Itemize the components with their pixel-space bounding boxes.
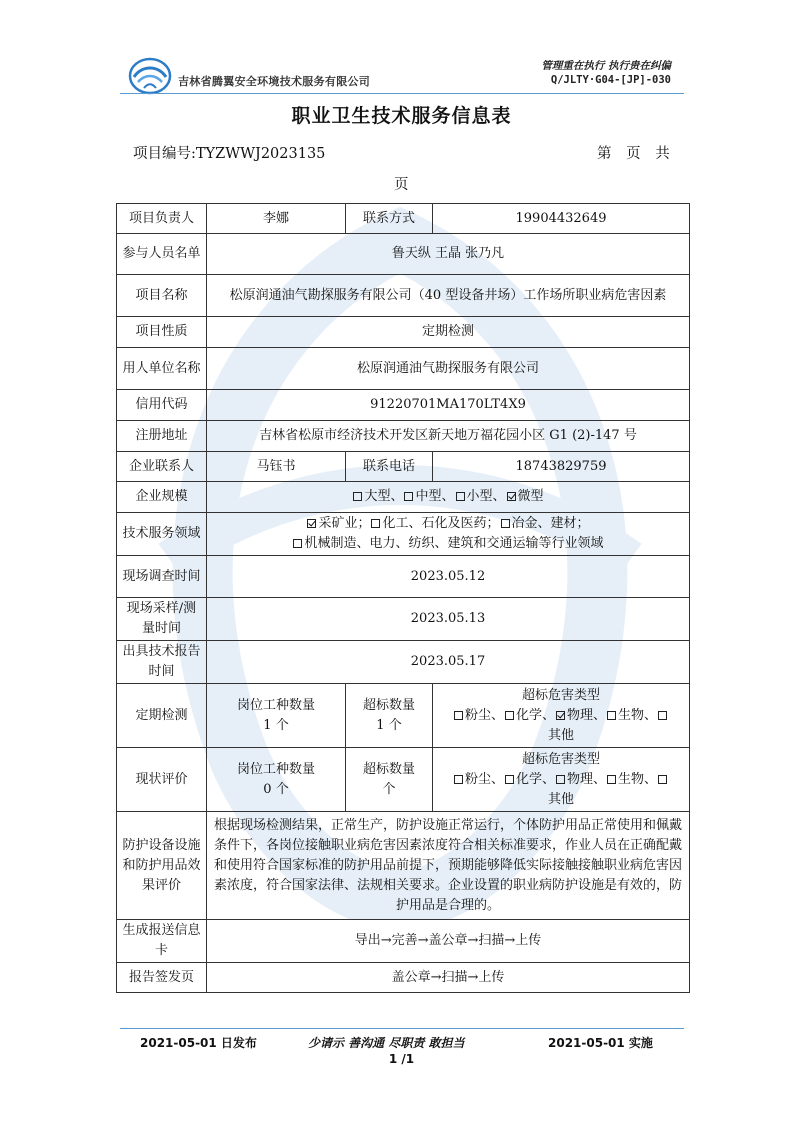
table-row	[117, 556, 690, 598]
hazard-other-label: 其他	[547, 791, 574, 807]
signoff-page-label: 报告签发页	[117, 963, 207, 993]
table-row	[117, 452, 690, 482]
hazard-other-checkbox	[658, 775, 667, 784]
over-count-value: 个	[382, 781, 396, 797]
table-row	[117, 317, 690, 348]
project-nature-label: 项目性质	[117, 317, 207, 348]
table-row	[117, 204, 690, 234]
periodic-test-label: 定期检测	[117, 684, 207, 748]
header-divider	[120, 93, 684, 94]
scale-micro-label: 微型	[517, 489, 544, 504]
hazard-biological-label: 生物、	[618, 771, 658, 787]
scale-micro-checkbox	[507, 492, 516, 501]
page-number: 1 /1	[388, 1052, 415, 1066]
project-name-label: 项目名称	[117, 275, 207, 317]
over-count-label: 超标数量	[362, 761, 415, 777]
over-count-label: 超标数量	[362, 697, 415, 713]
project-number: 项目编号:TYZWWJ2023135	[133, 146, 326, 162]
scale-medium-label: 中型、	[415, 489, 455, 504]
report-time-value: 2023.05.17	[207, 641, 690, 684]
table-row	[117, 684, 690, 748]
scale-small-label: 小型、	[466, 489, 506, 504]
field-metallurgy-checkbox	[501, 519, 510, 528]
hazard-chemical-label: 化学、	[515, 771, 555, 787]
report-time-label: 出具技术报告时间	[117, 641, 207, 684]
contact-value: 19904432649	[433, 204, 690, 234]
status-eval-label: 现状评价	[117, 748, 207, 812]
hazard-physical-label: 物理、	[567, 707, 607, 723]
table-row	[117, 920, 690, 963]
company-name: 吉林省腾翼安全环境技术服务有限公司	[178, 75, 371, 88]
field-machinery-checkbox	[293, 539, 302, 548]
hazard-dust-checkbox	[454, 711, 463, 720]
info-table	[116, 203, 690, 993]
page-header	[0, 0, 803, 100]
field-chemical-label: 化工、石化及医药；	[382, 516, 500, 531]
address-value: 吉林省松原市经济技术开发区新天地万福花园小区 G1 (2)-147 号	[207, 421, 690, 452]
field-metallurgy-label: 冶金、建材；	[511, 516, 590, 531]
protection-eval-value: 根据现场检测结果，正常生产，防护设施正常运行，个体防护用品正常使用和佩戴条件下，各岗位接触职业病危害因素浓度符合相关标准要求，作业人员在正确配戴和使用符合国家标准的防护用品前提下，预期能够降低实际接触接触职业病危害因素浓度，符合国家法律、法规相关要求。企业设置的职业病防护设施是有效的，防护用品是合理的。	[207, 812, 690, 920]
table-row	[117, 421, 690, 452]
document-code: Q/JLTY·G04-[JP]-030	[550, 74, 671, 86]
survey-time-value: 2023.05.12	[207, 556, 690, 598]
page-count-label: 第 页 共	[597, 146, 670, 162]
project-leader-label: 项目负责人	[117, 204, 207, 234]
field-mining-label: 采矿业；	[318, 516, 371, 531]
scale-large-label: 大型、	[364, 489, 404, 504]
company-scale-label: 企业规模	[117, 482, 207, 513]
company-contact-label: 企业联系人	[117, 452, 207, 482]
table-row	[117, 748, 690, 812]
hazard-chemical-label: 化学、	[515, 707, 555, 723]
post-count-label: 岗位工种数量	[236, 697, 315, 713]
hazard-dust-checkbox	[454, 775, 463, 784]
scale-small-checkbox	[456, 492, 465, 501]
hazard-biological-checkbox	[607, 711, 616, 720]
field-chemical-checkbox	[371, 519, 380, 528]
issue-date: 2021-05-01 日发布	[140, 1036, 257, 1050]
hazard-title: 超标危害类型	[521, 687, 600, 703]
phone-label: 联系电话	[346, 452, 433, 482]
survey-time-label: 现场调查时间	[117, 556, 207, 598]
hazard-physical-checkbox	[556, 711, 565, 720]
sampling-time-value: 2023.05.13	[207, 598, 690, 641]
hazard-dust-label: 粉尘、	[464, 771, 504, 787]
status-over-count	[346, 748, 433, 812]
hazard-other-checkbox	[658, 711, 667, 720]
sampling-time-label: 现场采样/测量时间	[117, 598, 207, 641]
periodic-over-count	[346, 684, 433, 748]
table-row	[117, 234, 690, 275]
hazard-chemical-checkbox	[505, 775, 514, 784]
status-post-count	[207, 748, 346, 812]
employer-value: 松原润通油气勘探服务有限公司	[207, 348, 690, 390]
post-count-value: 1 个	[263, 717, 289, 733]
hazard-other-label: 其他	[547, 727, 574, 743]
hazard-dust-label: 粉尘、	[464, 707, 504, 723]
effective-date: 2021-05-01 实施	[548, 1036, 653, 1050]
address-label: 注册地址	[117, 421, 207, 452]
info-card-value: 导出→完善→盖公章→扫描→上传	[207, 920, 690, 963]
service-field-label: 技术服务领域	[117, 513, 207, 556]
over-count-value: 1 个	[376, 717, 402, 733]
phone-value: 18743829759	[433, 452, 690, 482]
company-scale-options	[207, 482, 690, 513]
table-row	[117, 275, 690, 317]
table-row	[117, 963, 690, 993]
signoff-page-value: 盖公章→扫描→上传	[207, 963, 690, 993]
hazard-physical-checkbox	[556, 775, 565, 784]
contact-label: 联系方式	[346, 204, 433, 234]
hazard-chemical-checkbox	[505, 711, 514, 720]
field-machinery-label: 机械制造、电力、纺织、建筑和交通运输等行业领域	[304, 536, 604, 551]
service-field-options	[207, 513, 690, 556]
hazard-physical-label: 物理、	[567, 771, 607, 787]
periodic-post-count	[207, 684, 346, 748]
credit-code-value: 91220701MA170LT4X9	[207, 390, 690, 421]
project-nature-value: 定期检测	[207, 317, 690, 348]
status-hazard-types	[433, 748, 690, 812]
table-row	[117, 812, 690, 920]
participants-label: 参与人员名单	[117, 234, 207, 275]
project-leader-value: 李娜	[207, 204, 346, 234]
table-row	[117, 641, 690, 684]
scale-large-checkbox	[353, 492, 362, 501]
table-row	[117, 348, 690, 390]
page-title: 职业卫生技术服务信息表	[291, 105, 512, 127]
page-count-label-tail: 页	[394, 177, 409, 193]
hazard-biological-label: 生物、	[618, 707, 658, 723]
employer-label: 用人单位名称	[117, 348, 207, 390]
periodic-hazard-types	[433, 684, 690, 748]
scale-medium-checkbox	[404, 492, 413, 501]
hazard-biological-checkbox	[607, 775, 616, 784]
hazard-title: 超标危害类型	[521, 751, 600, 767]
table-row	[117, 598, 690, 641]
table-row	[117, 482, 690, 513]
company-contact-value: 马钰书	[207, 452, 346, 482]
footer-divider	[120, 1028, 684, 1029]
company-logo-icon	[128, 55, 172, 95]
table-row	[117, 390, 690, 421]
header-slogan: 管理重在执行 执行贵在纠偏	[541, 60, 671, 72]
footer-slogan: 少请示 善沟通 尽职责 敢担当	[308, 1036, 465, 1050]
post-count-label: 岗位工种数量	[236, 761, 315, 777]
credit-code-label: 信用代码	[117, 390, 207, 421]
participants-value: 鲁天纵 王晶 张乃凡	[207, 234, 690, 275]
post-count-value: 0 个	[263, 781, 289, 797]
protection-eval-label: 防护设备设施和防护用品效果评价	[117, 812, 207, 920]
info-card-label: 生成报送信息卡	[117, 920, 207, 963]
field-mining-checkbox	[307, 519, 316, 528]
table-row	[117, 513, 690, 556]
project-name-value: 松原润通油气勘探服务有限公司（40 型设备井场）工作场所职业病危害因素	[207, 275, 690, 317]
